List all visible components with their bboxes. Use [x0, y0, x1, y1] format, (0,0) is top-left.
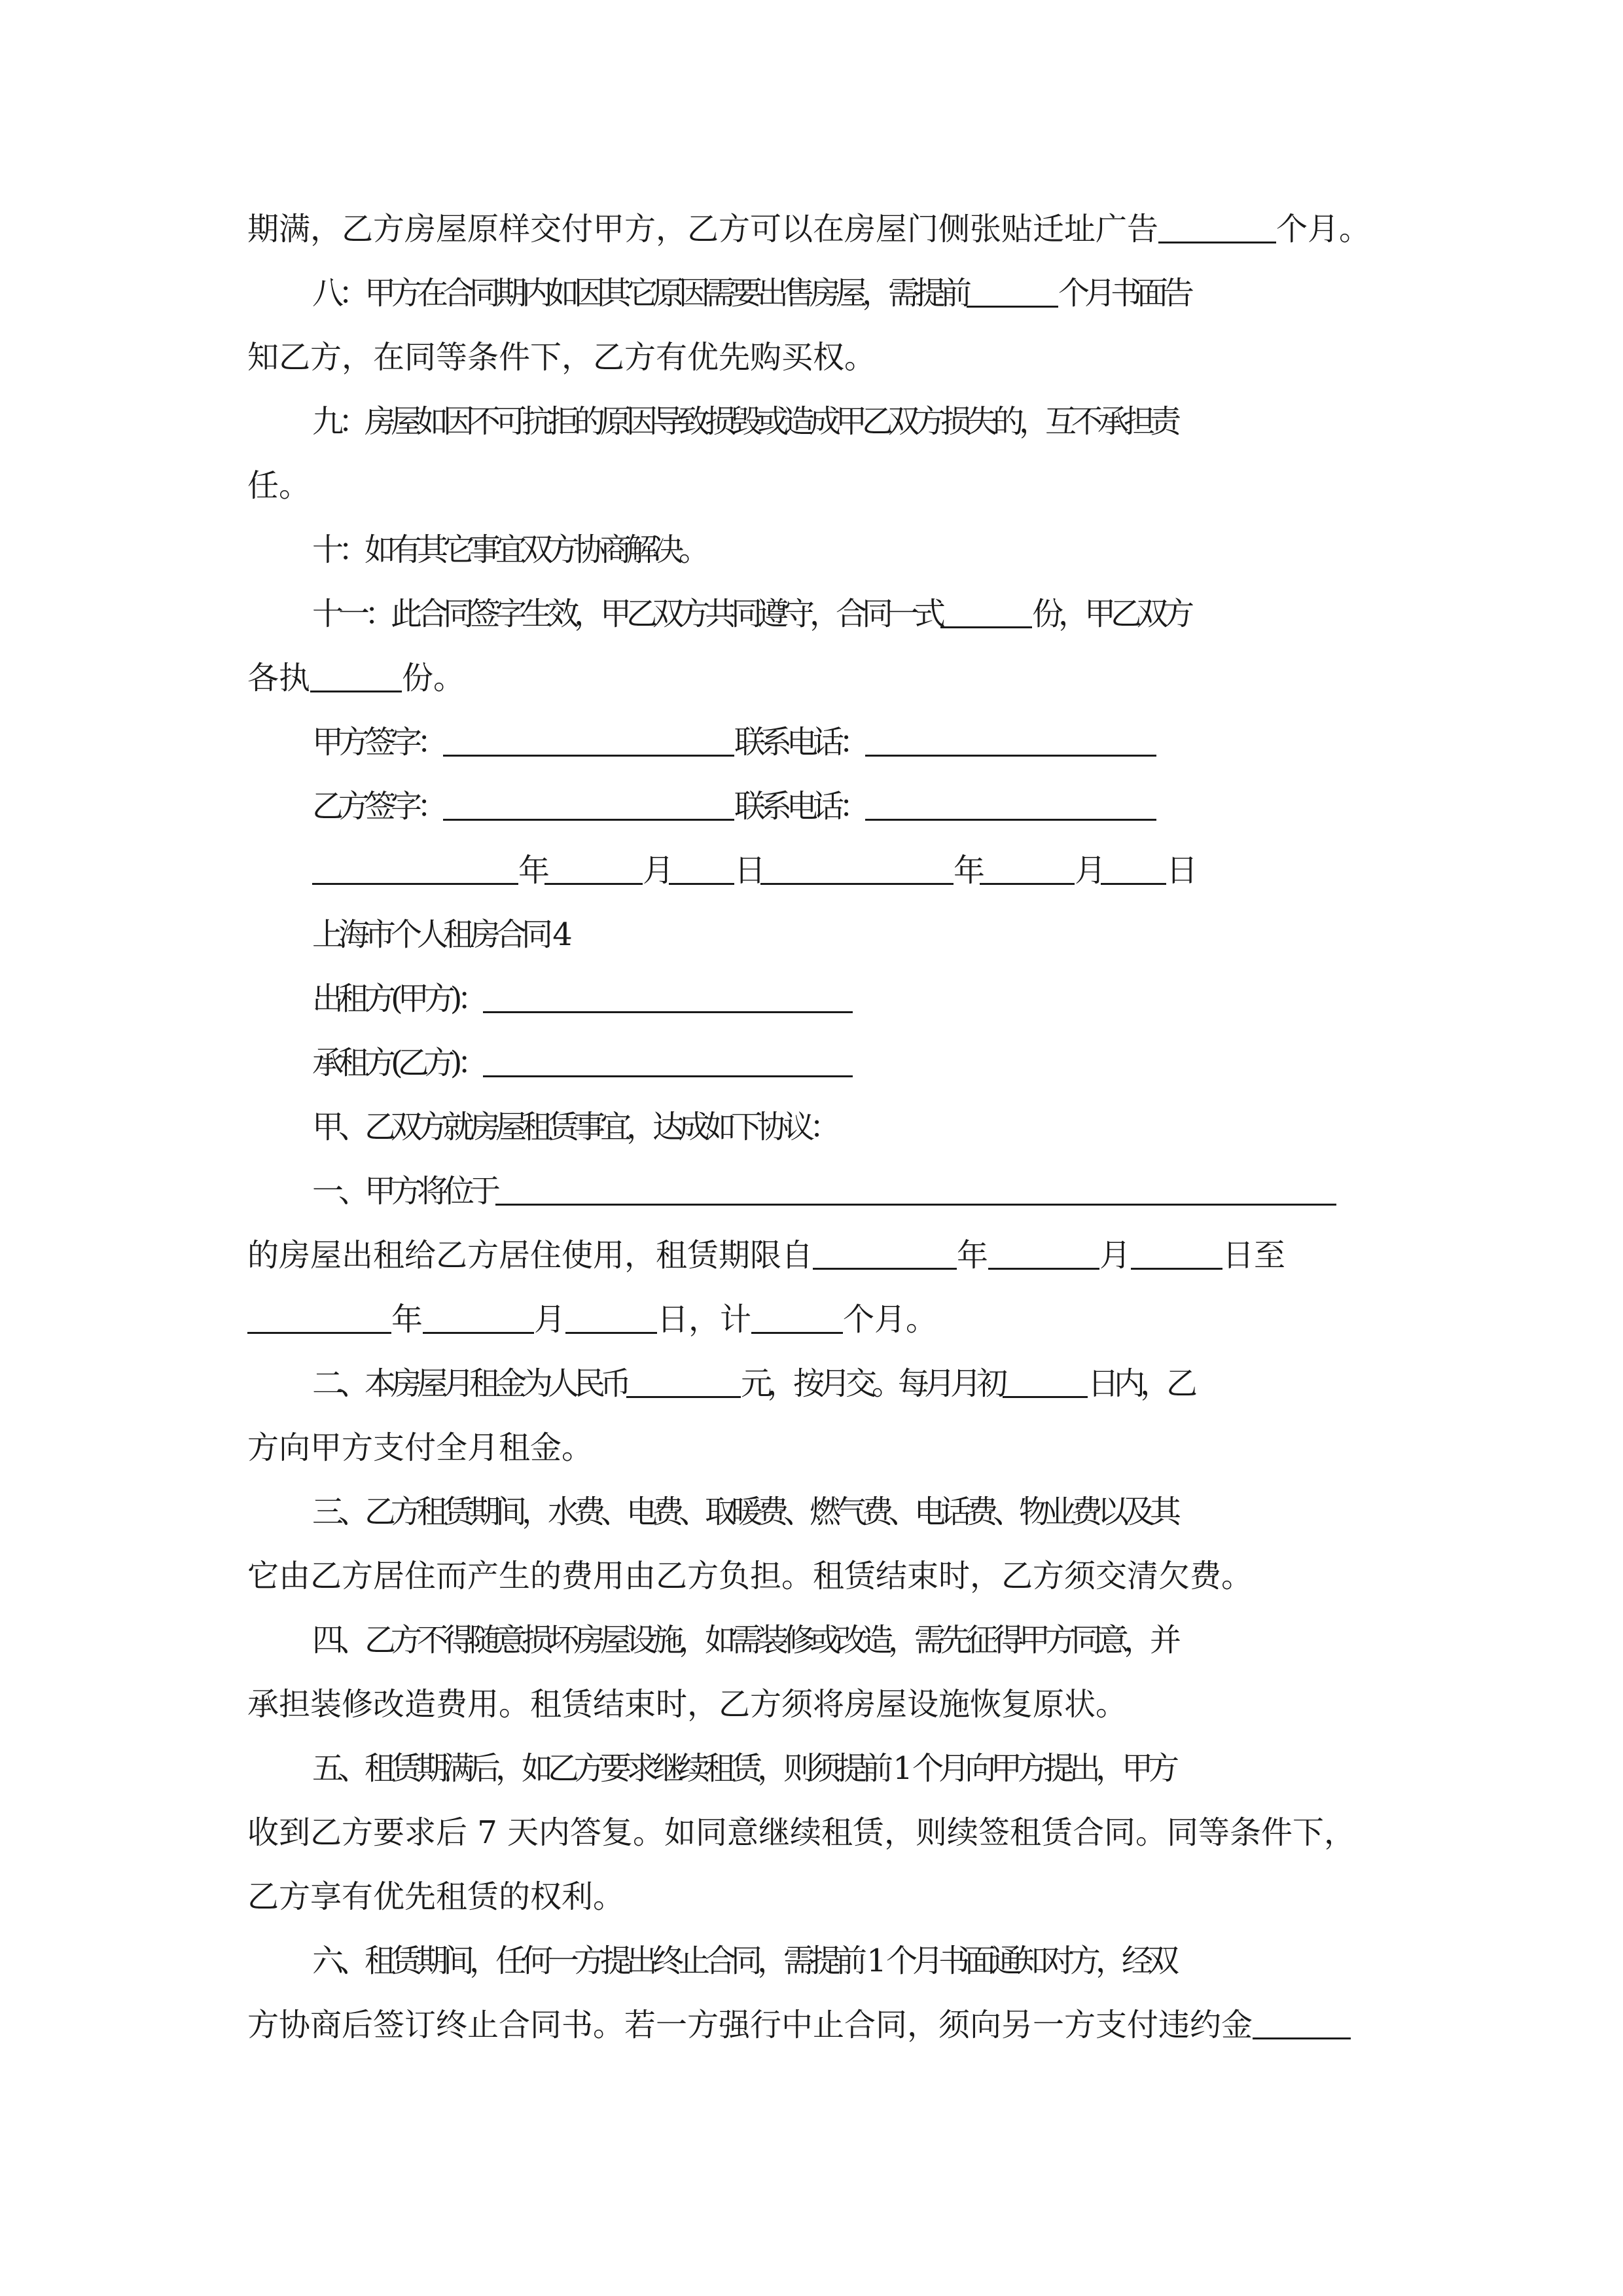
article-2-line2: 方向甲方支付全月租金。 — [247, 1429, 594, 1466]
article-5-line2: 收到乙方要求后 7 天内答复。如同意继续租赁，则续签租赁合同。同等条件下， — [247, 1814, 1356, 1851]
text: 期满，乙方房屋原样交付甲方，乙方可以在房屋门侧张贴迁址广告 — [247, 211, 1159, 247]
text: 的房屋出租给乙方居住使用，租赁期限自 — [247, 1237, 813, 1274]
clause-7-continuation — [247, 209, 1380, 249]
blank-line — [423, 1303, 534, 1334]
article-3: 三、乙方租赁期间，水费、电费、取暖费、燃气费、电话费、物业费以及其 — [312, 1494, 1177, 1530]
agreement-intro: 甲、乙双方就房屋租赁事宜，达成如下协议： — [312, 1109, 836, 1145]
article-4-line2: 承担装修改造费用。租赁结束时，乙方须将房屋设施恢复原状。 — [247, 1686, 1128, 1723]
blank-line — [751, 1303, 843, 1334]
text: 年 — [391, 1301, 423, 1338]
clause-8-line2: 知乙方，在同等条件下，乙方有优先购买权。 — [247, 339, 876, 376]
clause-9-line2: 任。 — [247, 467, 311, 504]
text: 个月书面告 — [1058, 275, 1190, 312]
signature-label: 乙方签字： — [312, 788, 444, 825]
penalty-blank — [1253, 2009, 1351, 2039]
contract-title: 上海市个人租房合同 4 — [312, 916, 567, 953]
text: 八：甲方在合同期内如因其它原因需要出售房屋，需提前 — [312, 275, 967, 312]
article-1 — [312, 1172, 1444, 1211]
address-blank — [495, 1175, 1336, 1206]
article-1-line3 — [247, 1300, 1380, 1339]
text: 月 — [1099, 1237, 1132, 1274]
clause-11-line2 — [247, 658, 1380, 698]
lessor-row — [312, 979, 1444, 1018]
blank-line — [312, 854, 518, 885]
article-5-line3: 乙方享有优先租赁的权利。 — [247, 1878, 625, 1915]
text: 月 — [534, 1301, 566, 1338]
clause-9: 九：房屋如因不可抗拒的原因导致损毁或造成甲乙双方损失的，互不承担责 — [312, 403, 1177, 440]
text: 各执 — [247, 660, 311, 696]
article-6: 六、租赁期间，任何一方提出终止合同，需提前 1 个月书面通知对方，经双 — [312, 1943, 1175, 1979]
text: 日 — [1166, 852, 1193, 889]
lessor-blank — [483, 982, 853, 1013]
text: 十一：此合同签字生效，甲乙双方共同遵守，合同一式 — [312, 596, 941, 632]
blank-line — [1101, 854, 1166, 885]
article-3-line2: 它由乙方居住而产生的费用由乙方负担。租赁结束时，乙方须交清欠费。 — [247, 1558, 1253, 1594]
blank-line — [565, 1303, 657, 1334]
clause-10: 十：如有其它事宜双方协商解决。 — [312, 531, 705, 568]
text: 方协商后签订终止合同书。若一方强行中止合同，须向另一方支付违约金 — [247, 2007, 1253, 2043]
blank-line — [980, 854, 1075, 885]
phone-label: 联系电话： — [734, 788, 866, 825]
text: 年 — [518, 852, 545, 889]
lessee-blank — [483, 1047, 853, 1077]
blank-line — [760, 854, 954, 885]
phone-blank — [865, 726, 1156, 757]
text: 月 — [643, 852, 669, 889]
date-row — [312, 851, 1444, 890]
article-6-line2 — [247, 2005, 1380, 2045]
rent-blank — [626, 1367, 741, 1398]
party-b-signature-row — [312, 787, 1444, 826]
text: 年 — [957, 1237, 989, 1274]
text: 份。 — [402, 660, 465, 696]
article-5: 五、租赁期满后，如乙方要求继续租赁，则须提前 1 个月向甲方提出，甲方 — [312, 1750, 1175, 1787]
blank-line — [247, 1303, 391, 1334]
clause-8 — [312, 274, 1444, 313]
article-1-line2 — [247, 1236, 1380, 1275]
blank-line — [967, 277, 1058, 308]
text: 二、本房屋月租金为人民币 — [312, 1365, 627, 1402]
text: 日至 — [1222, 1237, 1286, 1274]
blank-line — [1158, 213, 1276, 243]
blank-line — [310, 662, 402, 692]
blank-line — [940, 598, 1032, 628]
text: 一、甲方将位于 — [312, 1173, 496, 1210]
text: 份，甲乙双方 — [1032, 596, 1190, 632]
text: 元，按月交。每月月初 — [741, 1365, 1003, 1402]
blank-line — [813, 1239, 957, 1270]
blank-line — [669, 854, 734, 885]
lessee-label: 承租方(乙方)： — [312, 1045, 484, 1081]
blank-line — [1131, 1239, 1222, 1270]
article-2 — [312, 1364, 1444, 1403]
blank-line — [988, 1239, 1099, 1270]
phone-label: 联系电话： — [734, 724, 866, 761]
party-a-signature-row — [312, 723, 1444, 762]
text: 日，计 — [657, 1301, 752, 1338]
blank-line — [544, 854, 643, 885]
signature-blank — [443, 726, 734, 757]
phone-blank — [865, 790, 1156, 821]
text: 个月。 — [843, 1301, 938, 1338]
signature-blank — [443, 790, 734, 821]
text: 个月。 — [1276, 211, 1371, 247]
text: 日内，乙 — [1088, 1365, 1193, 1402]
lessor-label: 出租方(甲方)： — [312, 980, 484, 1017]
lessee-row — [312, 1043, 1444, 1083]
clause-11 — [312, 594, 1444, 634]
text: 年 — [954, 852, 980, 889]
text: 月 — [1075, 852, 1101, 889]
blank-line — [1003, 1367, 1088, 1398]
text: 日 — [734, 852, 761, 889]
article-4: 四、乙方不得随意损坏房屋设施，如需装修或改造，需先征得甲方同意，并 — [312, 1622, 1177, 1659]
signature-label: 甲方签字： — [312, 724, 444, 761]
